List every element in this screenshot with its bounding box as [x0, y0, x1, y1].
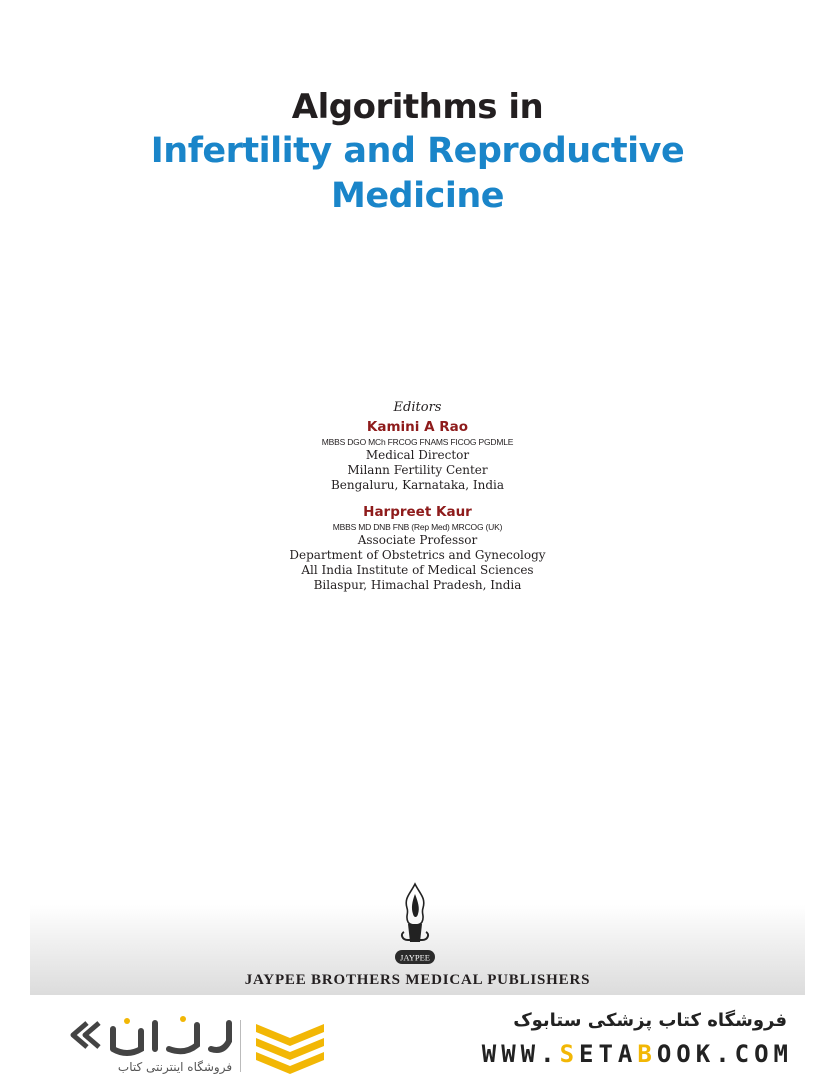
editors-label: Editors: [393, 400, 442, 415]
url-highlight-letter: B: [637, 1040, 657, 1068]
book-stack-logo-icon: [250, 1018, 330, 1074]
url-segment: ETA: [579, 1040, 638, 1068]
editor-1: [0, 418, 835, 493]
editor-name: Kamini A Rao: [366, 419, 469, 435]
book-title: [0, 85, 835, 219]
editor-qualifications: MBBS MD DNB FNB (Rep Med) MRCOG (UK): [332, 522, 503, 532]
publisher-torch-logo-icon: [390, 880, 440, 970]
publisher-logo-text: JAYPEE: [400, 952, 430, 963]
editor-2: [0, 503, 835, 593]
publisher-name: JAYPEE BROTHERS MEDICAL PUBLISHERS: [244, 972, 591, 988]
url-prefix: WWW.: [481, 1040, 560, 1068]
url-highlight-letter: S: [559, 1040, 580, 1068]
url-suffix: OOK.COM: [656, 1040, 793, 1068]
editor-affiliation-line: Associate Professor: [357, 533, 478, 547]
setabook-brand-logo-icon: [65, 1015, 235, 1075]
editor-affiliation-line: Bilaspur, Himachal Pradesh, India: [313, 578, 522, 592]
editor-affiliation-line: Milann Fertility Center: [347, 463, 488, 477]
editor-affiliation-line: Department of Obstetrics and Gynecology: [289, 548, 546, 562]
editor-affiliation-line: Medical Director: [365, 448, 470, 462]
brand-tagline: فروشگاه اینترنتی کتاب: [117, 1060, 233, 1074]
store-name: فروشگاه کتاب پزشکی ستابوک: [513, 1010, 787, 1031]
editors-section: [0, 398, 835, 593]
editor-name: Harpreet Kaur: [363, 504, 472, 520]
editor-affiliation-line: All India Institute of Medical Sciences: [301, 563, 534, 577]
editor-qualifications: MBBS DGO MCh FRCOG FNAMS FICOG PGDMLE: [321, 437, 514, 447]
editor-affiliation-line: Bengaluru, Karnataka, India: [330, 478, 505, 492]
title-line-2: Infertility and Reproductive: [150, 131, 685, 171]
banner-divider: [240, 1020, 241, 1072]
store-url[interactable]: [482, 1040, 793, 1068]
title-line-1: Algorithms in: [291, 87, 544, 127]
title-line-3: Medicine: [330, 176, 505, 216]
